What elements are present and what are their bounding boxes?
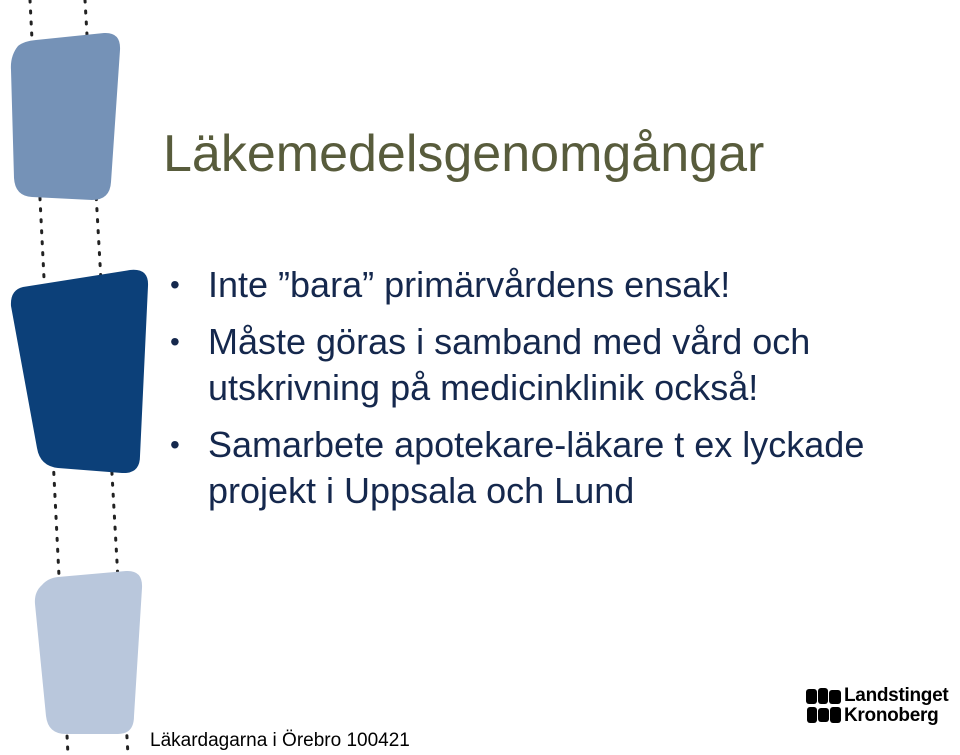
- slide-title: Läkemedelsgenomgångar: [163, 125, 765, 183]
- bullet-item: [170, 262, 945, 308]
- shape-top: [11, 33, 120, 200]
- bullet-dot-icon: •: [170, 429, 180, 460]
- logo-line-2: Kronoberg: [844, 705, 939, 726]
- bullet-text: Måste göras i samband med vård och utskrivning på medicinklinik också!: [208, 321, 811, 408]
- footer-text: Läkardagarna i Örebro 100421: [150, 730, 410, 751]
- bullet-text: Samarbete apotekare-läkare t ex lyckade projekt i Uppsala och Lund: [208, 424, 865, 511]
- bullet-text: Inte ”bara” primärvårdens ensak!: [208, 264, 731, 305]
- bullet-list: [170, 262, 945, 525]
- shape-middle: [11, 270, 148, 473]
- bullet-dot-icon: •: [170, 326, 180, 357]
- landstinget-kronoberg-logo: [806, 686, 960, 728]
- shape-bottom: [35, 571, 142, 734]
- logo-line-1: Landstinget: [844, 685, 949, 706]
- bullet-dot-icon: •: [170, 269, 180, 300]
- logo-mark-icon: [806, 688, 842, 724]
- bullet-item: [170, 422, 945, 514]
- bullet-item: [170, 319, 945, 411]
- logo-text: [844, 686, 948, 726]
